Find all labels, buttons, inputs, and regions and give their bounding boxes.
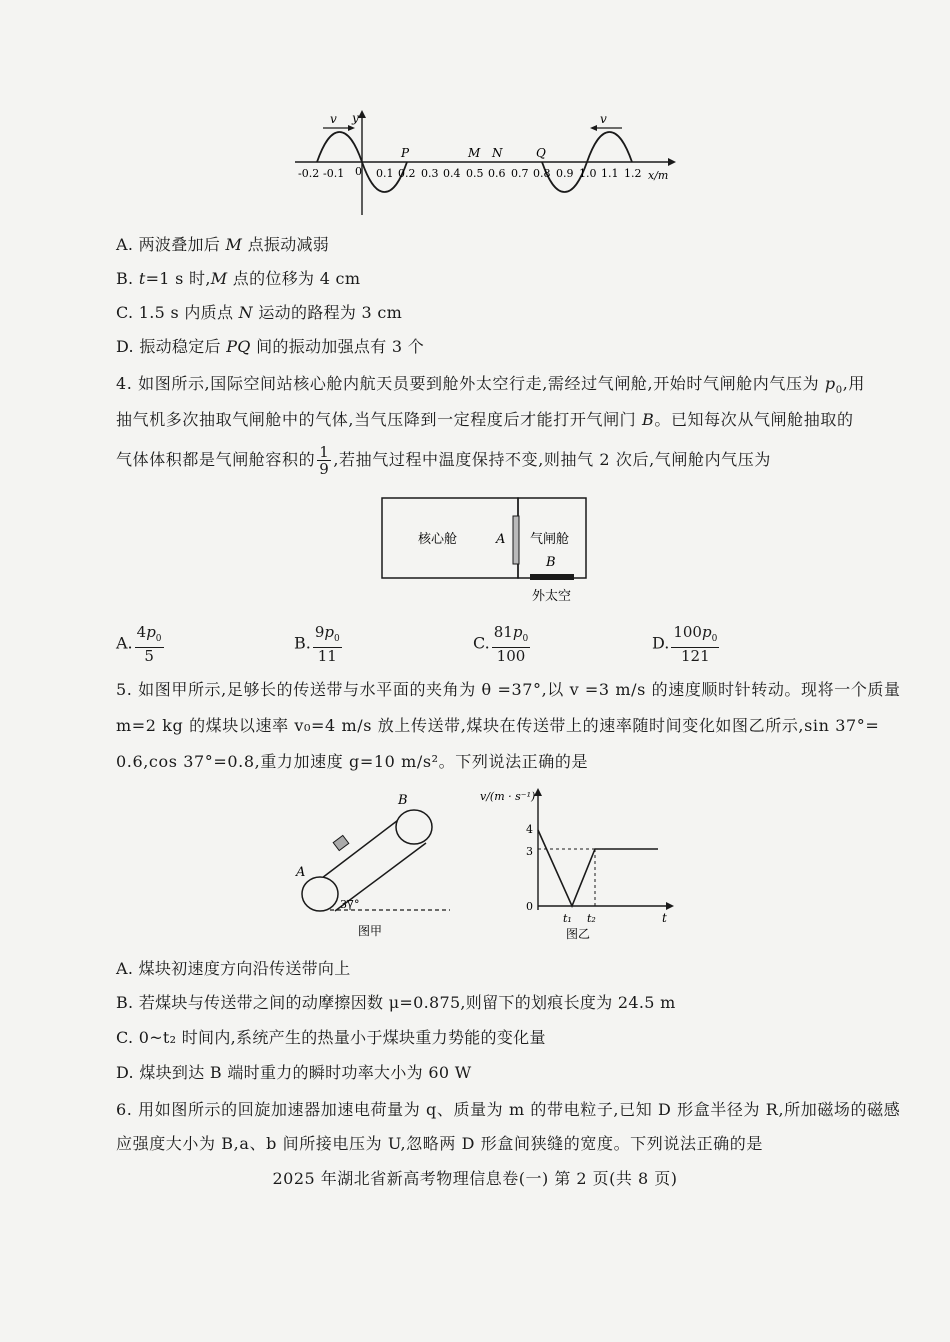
point-p: P [401,146,410,160]
q5-option-c: C. 0~t₂ 时间内,系统产生的热量小于煤块重力势能的变化量 [116,1028,546,1047]
wave-figure [290,110,680,220]
right-velocity-label: v [600,112,607,126]
angle-label: 37° [340,898,360,911]
wave-origin: 0 [355,165,362,178]
page-footer: 2025 年湖北省新高考物理信息卷(一) 第 2 页(共 8 页) [272,1169,678,1188]
tick-label: 0.4 [443,167,461,180]
vt-x-arrow [666,902,674,910]
q3-option-b: B. t=1 s 时,M 点的位移为 4 cm [116,269,361,288]
tick-label: 0.6 [488,167,506,180]
q4-line-3: 气体体积都是气闸舱容积的 $\frac{1}{9}$ ,若抽气过程中温度保持不变,则抽气 2 次后,气闸舱内气压为 [116,443,771,478]
coal-block [333,835,349,850]
wave-x-label: x/m [648,169,669,182]
q6-line-2: 应强度大小为 B,a、b 间所接电压为 U,忽略两 D 形盒间狭缝的宽度。下列说法正确的是 [116,1134,763,1153]
point-n: N [492,146,503,160]
vt-x-label: t [662,911,667,925]
label-a: A [296,865,306,880]
roller-b [396,810,432,844]
q5-line-2: m=2 kg 的煤块以速率 v₀=4 m/s 放上传送带,煤块在传送带上的速率随时间变化如图乙所示,sin 37°= [116,716,880,735]
tick-label: 0.8 [533,167,551,180]
q5-option-d: D. 煤块到达 B 端时重力的瞬时功率大小为 60 W [116,1063,472,1082]
caption-jia: 图甲 [358,924,383,938]
q5-option-a: A. 煤块初速度方向沿传送带向上 [116,959,351,978]
q4-option-a: A. $\frac{4p_0}{5}$ [116,623,162,665]
tick-label: 0.9 [556,167,574,180]
door-a-label: A [496,532,506,547]
left-velocity-label: v [330,112,337,126]
q4-line-2: 抽气机多次抽取气闸舱中的气体,当气压降到一定程度后才能打开气闸门 B。已知每次从气闸舱抽取的 [116,410,854,429]
vt-line [538,830,658,906]
conveyor-figure [290,790,460,940]
vt-tick-t2: t₂ [587,912,596,925]
tick-label: 1.2 [624,167,642,180]
door-a [513,516,519,564]
vt-origin: 0 [526,900,533,913]
vt-series [538,830,658,906]
q4-option-b: B. $\frac{9p_0}{11}$ [294,623,340,665]
tick-label: -0.1 [323,167,345,180]
q5-line-1: 5. 如图甲所示,足够长的传送带与水平面的夹角为 θ =37°,以 v =3 m/s 的速度顺时针转动。现将一个质量 [116,680,901,699]
wave-x-arrow [668,158,676,166]
tick-label: -0.2 [298,167,320,180]
core-module-label: 核心舱 [418,532,458,547]
tick-label: 1.0 [579,167,597,180]
left-velocity-arrow [348,125,355,131]
tick-label: 0.3 [421,167,439,180]
q4-option-c: C. $\frac{81p_0}{100}$ [473,623,529,665]
caption-yi: 图乙 [566,927,591,941]
door-b [530,574,574,580]
vt-y-label: v/(m · s⁻¹) [480,790,536,803]
airlock-figure [380,496,590,608]
airlock-label: 气闸舱 [530,532,570,547]
q6-line-1: 6. 用如图所示的回旋加速器加速电荷量为 q、质量为 m 的带电粒子,已知 D 形盒半径为 R,所加磁场的磁感 [116,1100,901,1119]
q4-option-d: D. $\frac{100p_0}{121}$ [652,623,718,665]
outside-label: 外太空 [532,589,572,604]
q4-line-1: 4. 如图所示,国际空间站核心舱内航天员要到舱外太空行走,需经过气闸舱,开始时气闸舱内气压为 $p_0$,用 [116,374,866,397]
tick-label: 0.1 [376,167,394,180]
q3-option-a: A. 两波叠加后 M 点振动减弱 [116,235,330,254]
door-b-label: B [546,555,556,570]
tick-label: 0.7 [511,167,529,180]
vt-graph [478,786,698,942]
q5-line-3: 0.6,cos 37°=0.8,重力加速度 g=10 m/s²。下列说法正确的是 [116,752,589,771]
point-q: Q [536,146,546,160]
wave-y-label: y [352,111,359,125]
q3-option-d: D. 振动稳定后 PQ 间的振动加强点有 3 个 [116,337,425,356]
vt-tick-4: 4 [526,823,533,836]
roller-a [302,877,338,911]
q5-option-b: B. 若煤块与传送带之间的动摩擦因数 μ=0.875,则留下的划痕长度为 24.5 m [116,993,676,1012]
tick-label: 1.1 [601,167,619,180]
vt-tick-3: 3 [526,845,533,858]
tick-label: 0.2 [398,167,416,180]
tick-label: 0.5 [466,167,484,180]
wave-y-arrow [358,110,366,118]
right-velocity-arrow [590,125,597,131]
q3-option-c: C. 1.5 s 内质点 N 运动的路程为 3 cm [116,303,403,322]
wave-tick-labels [298,167,642,180]
vt-tick-t1: t₁ [563,912,572,925]
label-b: B [398,793,408,808]
point-m: M [468,146,481,160]
